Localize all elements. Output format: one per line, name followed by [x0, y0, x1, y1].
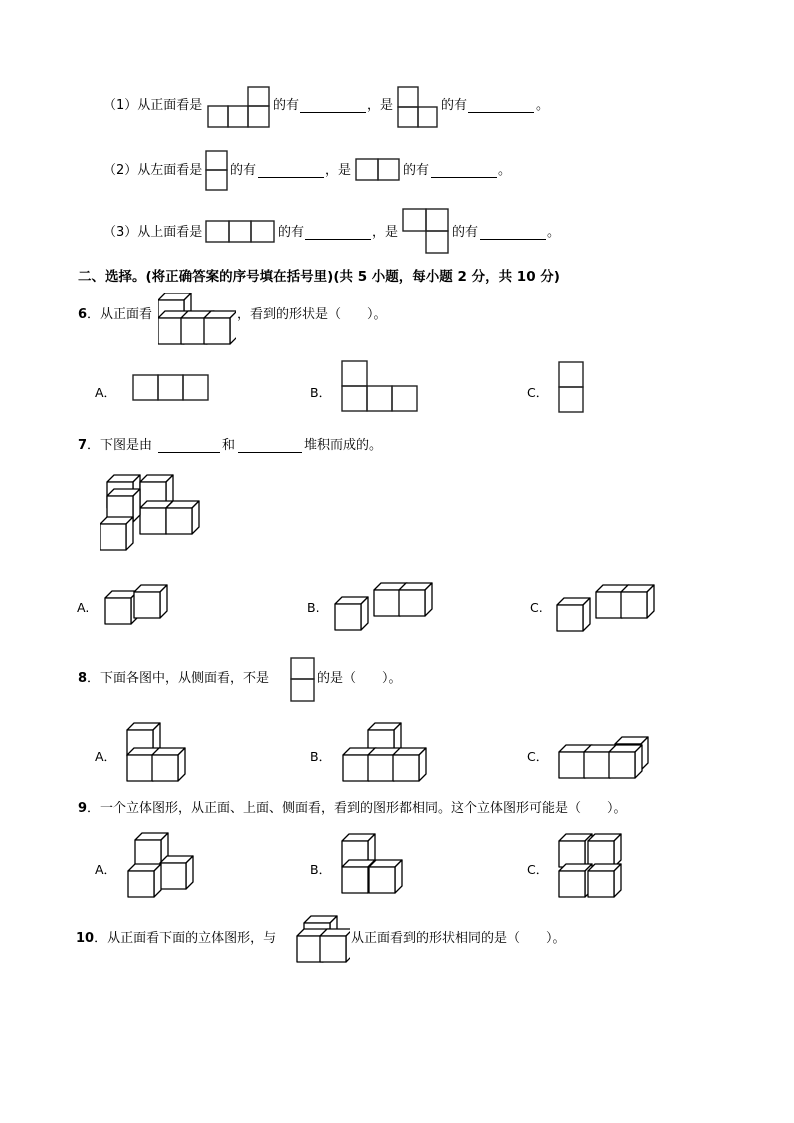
fill-q2-mid1: 的有 — [230, 163, 257, 178]
q7-option-c-label[interactable]: C. — [530, 600, 543, 615]
fill-q3-mid3: 的有 — [452, 225, 479, 240]
q9-option-c-label[interactable]: C． — [527, 862, 549, 877]
q10-text2: 从正面看到的形状相同的是（ ）。 — [351, 931, 566, 946]
q6-text1: ．从正面看 — [87, 307, 153, 322]
fill-q2-blank1[interactable] — [258, 177, 324, 178]
section-2-title: 二、选择。(将正确答案的序号填在括号里)(共 5 小题，每小题 2 分，共 10 分) — [78, 269, 560, 285]
fill-q2-mid2: ，是 — [325, 163, 352, 178]
q9-number: 9 — [78, 801, 88, 816]
q7-option-b-label[interactable]: B. — [307, 600, 320, 615]
fill-q3-blank2[interactable] — [480, 239, 546, 240]
q8-line — [78, 672, 269, 685]
q8-option-c-label[interactable]: C． — [527, 749, 549, 764]
q9-option-c-shape[interactable] — [558, 833, 628, 901]
q6-option-a-label[interactable]: A． — [95, 385, 117, 400]
fill-q2-line — [103, 164, 202, 177]
fill-q3-end: 。 — [547, 225, 561, 240]
q6-option-b-label[interactable]: B． — [310, 385, 332, 400]
fill-q2-end: 。 — [498, 163, 512, 178]
fill-q3-mid2: ，是 — [372, 225, 399, 240]
q6-option-c-shape[interactable] — [558, 361, 585, 414]
q9-option-a-shape[interactable] — [127, 832, 197, 900]
front-view-shape-1 — [207, 86, 271, 130]
q8-side-view-shape — [290, 657, 316, 703]
q7-stacked-figure — [100, 474, 204, 554]
q6-cube-figure — [158, 293, 236, 345]
fill-q2-prefix: （2）从左面看是 — [103, 163, 203, 178]
q10-number: 10 — [76, 931, 95, 946]
q8-text2: 的是（ ）。 — [317, 671, 402, 686]
q9-option-a-label[interactable]: A． — [95, 862, 117, 877]
q8-number: 8 — [78, 671, 88, 686]
q7-text2: 和 — [222, 438, 236, 453]
fill-q1-prefix: （1）从正面看是 — [103, 98, 203, 113]
q6-option-a-shape[interactable] — [132, 374, 210, 402]
q8-option-c-shape[interactable] — [558, 736, 652, 780]
fill-q1-mid1: 的有 — [273, 98, 300, 113]
fill-q3-line — [103, 226, 202, 239]
q7-blank2[interactable] — [238, 452, 302, 453]
fill-q2-blank2[interactable] — [431, 177, 497, 178]
q8-text1: ．下面各图中，从侧面看，不是 — [87, 671, 270, 686]
fill-q1-blank2[interactable] — [468, 112, 534, 113]
fill-q3-blank1[interactable] — [305, 239, 371, 240]
q6-number: 6 — [78, 307, 88, 322]
q7-option-c-shape[interactable] — [556, 584, 656, 634]
fill-q1-end: 。 — [536, 98, 550, 113]
q6-option-b-shape[interactable] — [341, 360, 419, 413]
q7-text1: ．下图是由 — [87, 438, 153, 453]
top-view-shape-2 — [402, 208, 450, 256]
q6-option-c-label[interactable]: C． — [527, 385, 549, 400]
q10-line — [76, 932, 276, 945]
fill-q1-line — [103, 99, 202, 112]
q7-option-b-shape[interactable] — [334, 582, 434, 632]
q6-line — [78, 308, 152, 321]
left-view-shape-1 — [205, 150, 229, 192]
left-view-shape-2 — [355, 158, 401, 182]
q9-line — [78, 802, 627, 815]
front-view-shape-2 — [397, 86, 439, 130]
q6-text2: ，看到的形状是（ ）。 — [237, 307, 387, 322]
q9-text1: ．一个立体图形，从正面、上面、侧面看，看到的图形都相同。这个立体图形可能是（ ）。 — [87, 801, 627, 816]
q7-number: 7 — [78, 438, 88, 453]
q7-option-a-label[interactable]: A. — [77, 600, 90, 615]
fill-q3-prefix: （3）从上面看是 — [103, 225, 203, 240]
q8-option-b-label[interactable]: B． — [310, 749, 332, 764]
q8-option-a-shape[interactable] — [126, 722, 188, 782]
q9-option-b-shape[interactable] — [341, 833, 407, 897]
q7-option-a-shape[interactable] — [104, 584, 172, 626]
q10-text1: ．从正面看下面的立体图形，与 — [94, 931, 277, 946]
fill-q1-mid2: ，是 — [367, 98, 394, 113]
q8-option-a-label[interactable]: A． — [95, 749, 117, 764]
fill-q1-mid3: 的有 — [441, 98, 468, 113]
q9-option-b-label[interactable]: B． — [310, 862, 332, 877]
q10-cube-figure — [296, 915, 350, 963]
q8-option-b-shape[interactable] — [342, 722, 428, 782]
fill-q2-mid3: 的有 — [403, 163, 430, 178]
q7-text3: 堆积而成的。 — [304, 438, 383, 453]
q7-line — [78, 439, 152, 452]
fill-q1-blank1[interactable] — [300, 112, 366, 113]
q7-blank1[interactable] — [158, 452, 220, 453]
top-view-shape-1 — [205, 220, 276, 244]
fill-q3-mid1: 的有 — [278, 225, 305, 240]
